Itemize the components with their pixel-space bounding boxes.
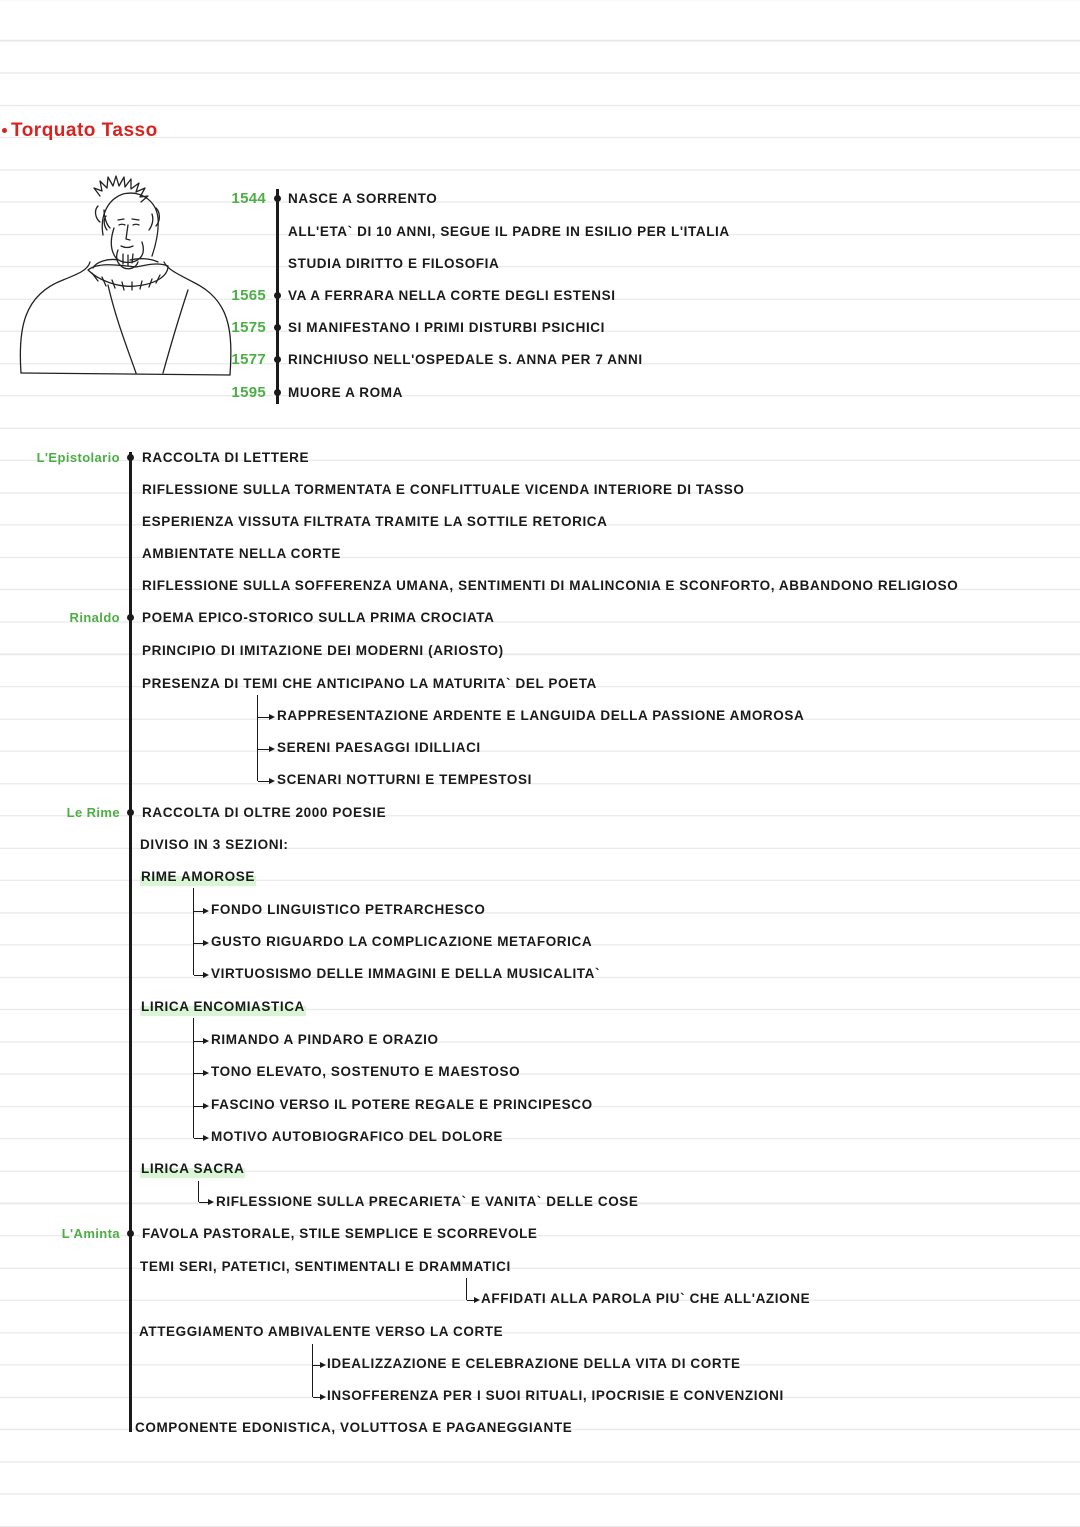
arrow-right-icon [194,1041,206,1042]
arrow-right-icon [313,1397,323,1398]
timeline-event: NASCE A SORRENTO [288,191,438,206]
sub-item: GUSTO RIGUARDO LA COMPLICAZIONE METAFORICA [211,934,593,949]
sub-item: FONDO LINGUISTICO PETRARCHESCO [211,902,486,917]
section-label-epistolario: L'Epistolario [36,450,120,465]
page-title [2,120,158,142]
sub-item: AFFIDATI ALLA PAROLA PIU` CHE ALL'AZIONE [481,1291,811,1306]
section-line: FAVOLA PASTORALE, STILE SEMPLICE E SCORREVOLE [142,1226,538,1241]
sub-item: IDEALIZZAZIONE E CELEBRAZIONE DELLA VITA DI CORTE [327,1356,741,1371]
arrow-right-icon [194,1073,206,1074]
section-line: AMBIENTATE NELLA CORTE [142,546,341,561]
section-line: RIFLESSIONE SULLA SOFFERENZA UMANA, SENTIMENTI DI MALINCONIA E SCONFORTO, ABBANDONO RELIGIOSO [142,578,959,593]
section-line: RACCOLTA DI OLTRE 2000 POESIE [142,805,387,820]
tasso-portrait-image [18,170,243,385]
arrow-right-icon [194,943,206,944]
timeline-dot [274,389,281,396]
section-line: PRESENZA DI TEMI CHE ANTICIPANO LA MATURITA` DEL POETA [142,676,597,691]
timeline-year: 1577 [231,351,266,368]
section-label-rime: Le Rime [66,805,120,820]
sub-item: TONO ELEVATO, SOSTENUTO E MAESTOSO [211,1064,521,1079]
sub-item: SERENI PAESAGGI IDILLIACI [277,740,481,755]
group-title: LIRICA SACRA [141,1161,245,1176]
arrow-right-icon [194,1106,206,1107]
bracket-line [193,888,194,975]
main-vertical-line [129,452,132,1432]
bracket-line [257,695,258,781]
arrow-right-icon [467,1300,477,1301]
bracket-line [198,1181,199,1202]
section-dot [127,809,134,816]
arrow-right-icon [194,1138,206,1139]
arrow-right-icon [194,911,206,912]
timeline-dot [274,195,281,202]
page-title-text: Torquato Tasso [11,120,158,141]
sub-item: RIFLESSIONE SULLA PRECARIETA` E VANITA` DELLE COSE [216,1194,639,1209]
arrow-right-icon [258,749,272,750]
sub-item: RAPPRESENTAZIONE ARDENTE E LANGUIDA DELLA PASSIONE AMOROSA [277,708,805,723]
timeline-year: 1575 [231,319,266,336]
timeline-event: SI MANIFESTANO I PRIMI DISTURBI PSICHICI [288,320,606,335]
sub-item: RIMANDO A PINDARO E ORAZIO [211,1032,439,1047]
sub-item: INSOFFERENZA PER I SUOI RITUALI, IPOCRISIE E CONVENZIONI [327,1388,784,1403]
group-title: LIRICA ENCOMIASTICA [141,999,305,1014]
section-line: ESPERIENZA VISSUTA FILTRATA TRAMITE LA SOTTILE RETORICA [142,514,608,529]
group-title: RIME AMOROSE [141,869,255,884]
timeline-event: VA A FERRARA NELLA CORTE DEGLI ESTENSI [288,288,616,303]
timeline-dot [274,324,281,331]
section-label-rinaldo: Rinaldo [69,610,120,625]
section-line: PRINCIPIO DI IMITAZIONE DEI MODERNI (ARIOSTO) [142,643,504,658]
sub-item: MOTIVO AUTOBIOGRAFICO DEL DOLORE [211,1129,503,1144]
section-line: RIFLESSIONE SULLA TORMENTATA E CONFLITTUALE VICENDA INTERIORE DI TASSO [142,482,745,497]
section-line: DIVISO IN 3 SEZIONI: [140,837,289,852]
timeline-event: ALL'ETA` DI 10 ANNI, SEGUE IL PADRE IN ESILIO PER L'ITALIA [288,224,730,239]
section-line: COMPONENTE EDONISTICA, VOLUTTOSA E PAGANEGGIANTE [135,1420,573,1435]
timeline-event: RINCHIUSO NELL'OSPEDALE S. ANNA PER 7 ANNI [288,352,643,367]
timeline-event: STUDIA DIRITTO E FILOSOFIA [288,256,500,271]
section-line: RACCOLTA DI LETTERE [142,450,310,465]
section-line: ATTEGGIAMENTO AMBIVALENTE VERSO LA CORTE [139,1324,504,1339]
timeline-dot [274,292,281,299]
section-dot [127,454,134,461]
sub-item: SCENARI NOTTURNI E TEMPESTOSI [277,772,532,787]
arrow-right-icon [313,1365,323,1366]
arrow-right-icon [194,975,206,976]
timeline-year: 1565 [231,287,266,304]
arrow-right-icon [258,781,272,782]
timeline-event: MUORE A ROMA [288,385,403,400]
timeline-dot [274,356,281,363]
bracket-line [312,1344,313,1397]
section-line: POEMA EPICO-STORICO SULLA PRIMA CROCIATA [142,610,495,625]
section-dot [127,614,134,621]
section-line: TEMI SERI, PATETICI, SENTIMENTALI E DRAMMATICI [140,1259,511,1274]
arrow-right-icon [258,717,272,718]
arrow-right-icon [199,1202,211,1203]
timeline-year: 1595 [231,384,266,401]
bracket-line [193,1018,194,1138]
sub-item: VIRTUOSISMO DELLE IMMAGINI E DELLA MUSICALITA` [211,966,601,981]
section-dot [127,1230,134,1237]
bracket-line [466,1278,467,1300]
sub-item: FASCINO VERSO IL POTERE REGALE E PRINCIPESCO [211,1097,593,1112]
bullet-dot [2,128,7,133]
timeline-year: 1544 [231,190,266,207]
section-label-aminta: L'Aminta [61,1226,120,1241]
